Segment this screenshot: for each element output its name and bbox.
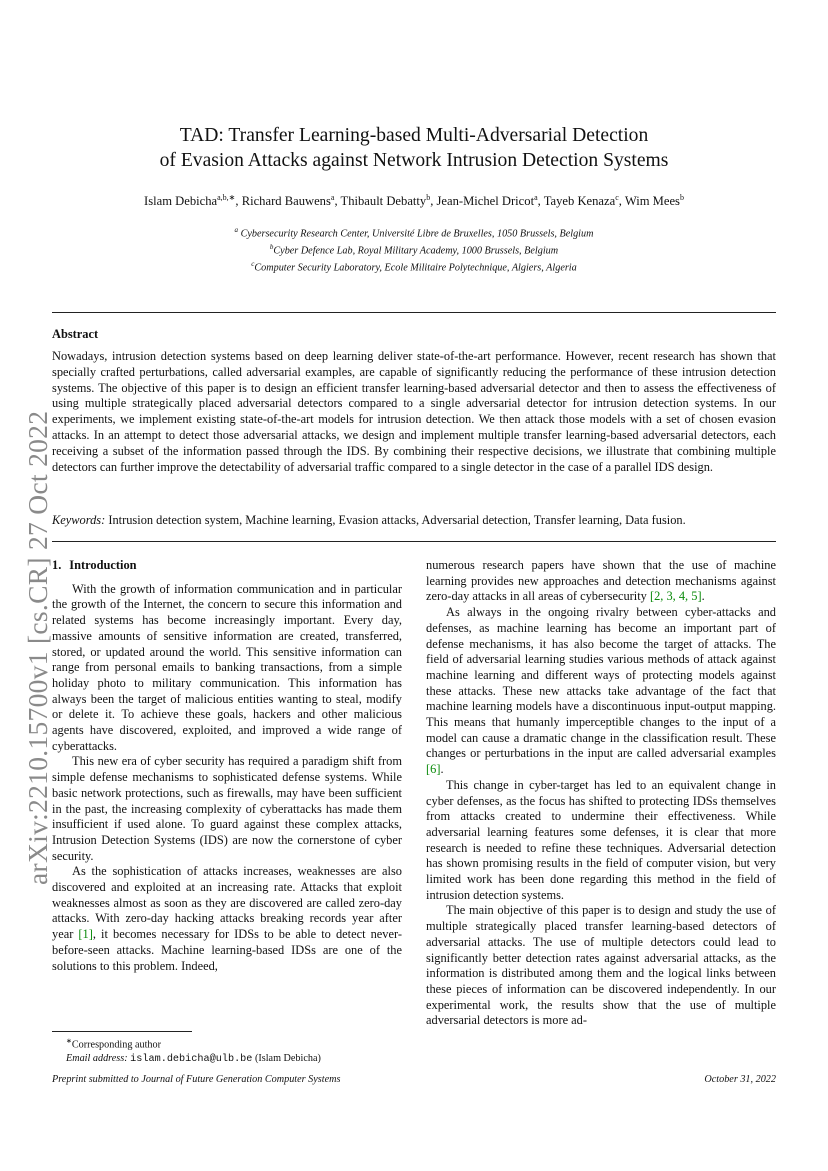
keywords-label: Keywords:: [52, 513, 106, 527]
arxiv-stamp: arXiv:2210.15700v1 [cs.CR] 27 Oct 2022: [22, 410, 53, 885]
section-heading: 1. Introduction: [52, 558, 137, 572]
title-line-2: of Evasion Attacks against Network Intrusion Detection Systems: [159, 150, 669, 171]
footnote-rule: [52, 1031, 192, 1032]
author: Thibault Debatty$^b$: [340, 193, 431, 209]
paragraph: This new era of cyber security has required a paradigm shift from simple defense mechanisms to sophisticated defense systems. While basic network protections, such as firewalls, may have been sufficient in the past, the increasing complexity of cyberattacks has made them insufficient if used alone. To guard against these complex attacks, Intrusion Detection Systems (IDS) are now the cornerstone of cyber security.: [52, 754, 402, 863]
abstract-heading: Abstract: [52, 327, 99, 341]
keywords: [52, 513, 776, 528]
author-list: Islam Debicha$^{a,b,∗}$, Richard Bauwens$^a$, Thibault Debatty$^b$, Jean-Michel Dricot$^a$, Tayeb Kenaza$^c$, Wim Mees$^b$: [144, 193, 684, 209]
preprint-note: Preprint submitted to Journal of Future Generation Computer Systems: [52, 1074, 341, 1085]
author: Islam Debicha$^{a,b,∗}$: [144, 193, 236, 209]
affiliations: [60, 224, 768, 274]
footer-date: October 31, 2022: [704, 1074, 776, 1085]
paragraph: With the growth of information communication and in particular the growth of the Internet, the concern to secure this information and related systems has become increasingly important. Every day, massive amounts of sensitive information are created, transferred, stored, or updated around the world. This sensitive information can range from personal emails to banking transactions, from a simple holiday photo to military communication. This information has always been the target of malicious entities wanting to steal, modify or delete it. To achieve these goals, hackers and other malicious agents have discovered, exploited, and improved a wide range of cyberattacks.: [52, 581, 402, 753]
footnote-corresponding: ∗Corresponding author: [66, 1037, 162, 1051]
paper-title: [90, 123, 738, 173]
author: Jean-Michel Dricot$^a$: [436, 193, 538, 209]
affiliation: $^a$ Cybersecurity Research Center, Université Libre de Bruxelles, 1050 Brussels, Belgium: [234, 226, 594, 240]
author: Richard Bauwens$^a$: [241, 193, 335, 209]
divider: [52, 541, 776, 542]
title-line-1: TAD: Transfer Learning-based Multi-Adversarial Detection: [179, 125, 649, 146]
paragraph: This change in cyber-target has led to an equivalent change in cyber defenses, as the focus has shifted to protecting IDSs themselves from attacks created to undermine their effectiveness. While adversarial learning features some defenses, it is clear that more research is needed to refine these techniques. Adversarial detection has shown promising results in the field of computer vision, but very limited work has been done regarding this method in the field of intrusion detection systems.: [426, 777, 776, 902]
author: Tayeb Kenaza$^c$: [543, 193, 619, 209]
paragraph: As always in the ongoing rivalry between cyber-attacks and defenses, as machine learning has become an important part of defense mechanisms, it has also become the target of attacks. The field of adversarial learning studies various methods of attack against machine learning and different ways of protecting models against these attacks. These new attacks take advantage of the fact that machine learning models have a discontinuous input-output mapping. This means that humanly imperceptible changes to the input of a model can cause a dramatic change in the classification result. These changes or perturbations in the input are called adversarial examples [6].: [426, 605, 776, 777]
footnote-email: Email address: islam.debicha@ulb.be (Islam Debicha): [66, 1053, 321, 1066]
footnote: [66, 1035, 321, 1067]
abstract-body: Nowadays, intrusion detection systems based on deep learning deliver state-of-the-art performance. However, recent research has shown that specially crafted perturbations, called adversarial examples, are capable of significantly reducing the performance of these intrusion detection systems. The objective of this paper is to design an efficient transfer learning-based adversarial detector and then to assess the effectiveness of using multiple strategically placed adversarial detectors compared to a single adversarial detector for intrusion detection systems. In our experiments, we implement existing state-of-the-art models for intrusion detection. We then attack those models with a set of chosen evasion attacks. In an attempt to detect those adversarial attacks, we design and implement multiple transfer learning-based adversarial detectors, each receiving a subset of the information passed through the IDS. By combining their respective decisions, we illustrate that combining multiple detectors can further improve the detectability of adversarial traffic compared to a single detector in the case of a parallel IDS design.: [52, 349, 776, 474]
paragraph: As the sophistication of attacks increases, weaknesses are also discovered and exploited at an increasing rate. Attacks that exploit weaknesses almost as soon as they are discovered are called zero-day attacks. With zero-day hacking attacks breaking records year after year [1], it becomes necessary for IDSs to be able to detect never-before-seen attacks. Machine learning-based IDSs are one of the solutions to this problem. Indeed,: [52, 864, 402, 973]
affiliation: $^b$Cyber Defence Lab, Royal Military Academy, 1000 Brussels, Belgium: [269, 242, 559, 257]
citation-link[interactable]: [6]: [426, 762, 441, 777]
right-column: [426, 558, 776, 1029]
left-column: [52, 558, 402, 974]
affiliation: $^c$Computer Security Laboratory, Ecole Militaire Polytechnique, Algiers, Algeria: [251, 259, 577, 273]
keywords-text: Intrusion detection system, Machine learning, Evasion attacks, Adversarial detection, Transfer learning, Data fusion.: [108, 513, 686, 527]
paragraph: numerous research papers have shown that the use of machine learning provides new approaches and detection mechanisms against zero-day attacks in all areas of cybersecurity [2, 3, 4, 5].: [426, 558, 776, 604]
divider: [52, 312, 776, 313]
email-link[interactable]: islam.debicha@ulb.be: [130, 1054, 253, 1066]
author: Wim Mees$^b$: [624, 193, 684, 209]
citation-link[interactable]: [2, 3, 4, 5]: [649, 589, 702, 604]
paragraph: The main objective of this paper is to design and study the use of multiple strategically placed transfer learning-based detectors of adversarial attacks. The use of multiple detectors could lead to significantly better detection rates against adversarial attacks, as the information is distributed among them and the logical links between these pieces of information can be discovered independently. In our experimental work, the results show that the use of multiple adversarial detectors is more ad-: [426, 903, 776, 1028]
citation-link[interactable]: [1]: [78, 927, 93, 942]
